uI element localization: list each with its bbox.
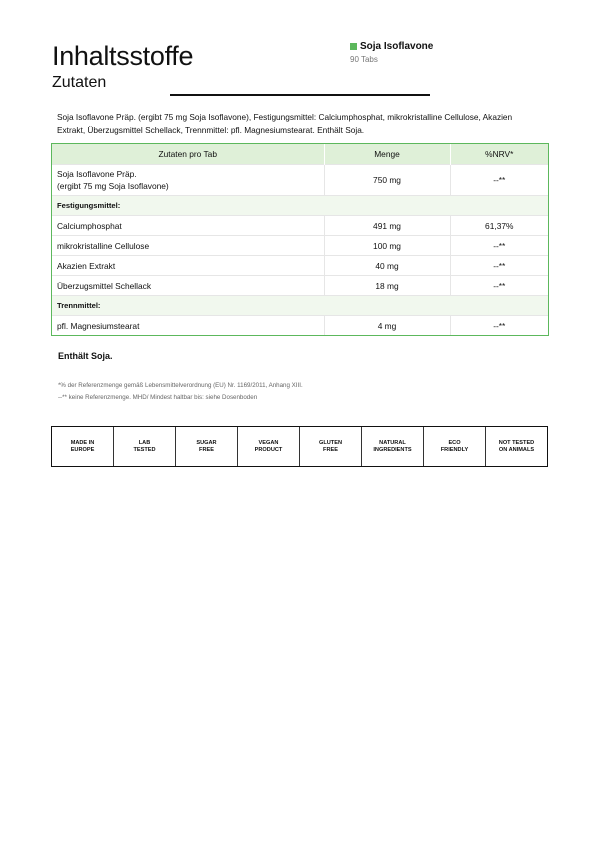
ingredient-name: pfl. Magnesiumstearat — [52, 316, 324, 336]
ingredient-amount: 4 mg — [324, 316, 450, 336]
ingredient-nrv: --** — [450, 236, 548, 256]
badge-made-in-europe — [52, 427, 113, 466]
product-label — [350, 41, 433, 64]
table-row — [52, 165, 548, 196]
badge-line1: SUGAR — [196, 439, 217, 446]
badge-line2: FREE — [199, 446, 214, 453]
quality-badges — [51, 426, 548, 467]
badge-line1: GLUTEN — [319, 439, 342, 446]
table-section-row — [52, 296, 548, 316]
ingredient-amount: 40 mg — [324, 256, 450, 276]
table-row — [52, 216, 548, 236]
page-title: Inhaltsstoffe — [52, 41, 194, 71]
ingredient-name: Akazien Extrakt — [52, 256, 324, 276]
ingredient-name: Überzugsmittel Schellack — [52, 276, 324, 296]
badge-gluten-free — [299, 427, 361, 466]
badge-line2: INGREDIENTS — [373, 446, 412, 453]
header-amount: Menge — [324, 144, 450, 165]
badge-sugar-free — [175, 427, 237, 466]
table-row — [52, 276, 548, 296]
ingredient-nrv: --** — [450, 165, 548, 196]
ingredient-amount: 750 mg — [324, 165, 450, 196]
green-square-icon — [350, 43, 357, 50]
page-subtitle: Zutaten — [52, 74, 107, 91]
section-label: Festigungsmittel: — [52, 196, 548, 216]
ingredient-nrv: --** — [450, 316, 548, 336]
ingredient-amount: 100 mg — [324, 236, 450, 256]
badge-line2: EUROPE — [70, 446, 95, 453]
badge-lab-tested — [113, 427, 175, 466]
ingredient-amount: 491 mg — [324, 216, 450, 236]
ingredient-nrv: --** — [450, 276, 548, 296]
section-label: Trennmittel: — [52, 296, 548, 316]
badge-line1: ECO — [448, 439, 461, 446]
header-ingredient: Zutaten pro Tab — [52, 144, 324, 165]
footnote-no-reference: --** keine Referenzmenge. MHD/ Mindest haltbar bis: siehe Dosenboden — [58, 394, 258, 401]
ingredient-amount: 18 mg — [324, 276, 450, 296]
ingredients-table — [51, 143, 549, 336]
badge-line2: FREE — [323, 446, 338, 453]
table-header-row — [52, 144, 548, 165]
table-row — [52, 316, 548, 336]
ingredient-nrv: --** — [450, 256, 548, 276]
table-row — [52, 236, 548, 256]
ingredient-name-line2: (ergibt 75 mg Soja Isoflavone) — [57, 181, 169, 191]
badge-line1: MADE IN — [70, 439, 95, 446]
badge-vegan-product — [237, 427, 299, 466]
badge-line1: NOT TESTED — [498, 439, 535, 446]
allergen-note: Enthält Soja. — [58, 351, 113, 361]
badge-line1: NATURAL — [379, 439, 406, 446]
badge-line2: TESTED — [133, 446, 156, 453]
ingredient-name: mikrokristalline Cellulose — [52, 236, 324, 256]
badge-natural-ingredients — [361, 427, 423, 466]
title-divider — [170, 94, 430, 96]
ingredient-name: Calciumphosphat — [52, 216, 324, 236]
badge-line2: ON ANIMALS — [498, 446, 535, 453]
ingredients-text: Soja Isoflavone Präp. (ergibt 75 mg Soja Isoflavone), Festigungsmittel: Calciumphosphat, mikrokristalline Cellulose, Akazien Extrakt, Überzugsmittel Schellack, Trennmittel: pfl. Magnesiumstearat. Enthält Soja. — [57, 112, 513, 135]
footnote-nrv: *% der Referenzmenge gemäß Lebensmittelverordnung (EU) Nr. 1169/2011, Anhang XIII. — [58, 382, 303, 389]
product-name: Soja Isoflavone — [360, 41, 434, 52]
badge-eco-friendly — [423, 427, 485, 466]
ingredient-name-line1: Soja Isoflavone Präp. — [57, 169, 137, 179]
table-section-row — [52, 196, 548, 216]
ingredient-name — [52, 165, 324, 196]
badge-line1: LAB — [138, 439, 151, 446]
badge-line2: PRODUCT — [254, 446, 283, 453]
product-quantity: 90 Tabs — [350, 55, 378, 64]
product-name-row — [350, 41, 433, 52]
header-nrv: %NRV* — [450, 144, 548, 165]
badge-not-tested-on-animals — [485, 427, 547, 466]
badge-line1: VEGAN — [258, 439, 279, 446]
table-row — [52, 256, 548, 276]
ingredient-nrv: 61,37% — [450, 216, 548, 236]
badge-line2: FRIENDLY — [440, 446, 469, 453]
